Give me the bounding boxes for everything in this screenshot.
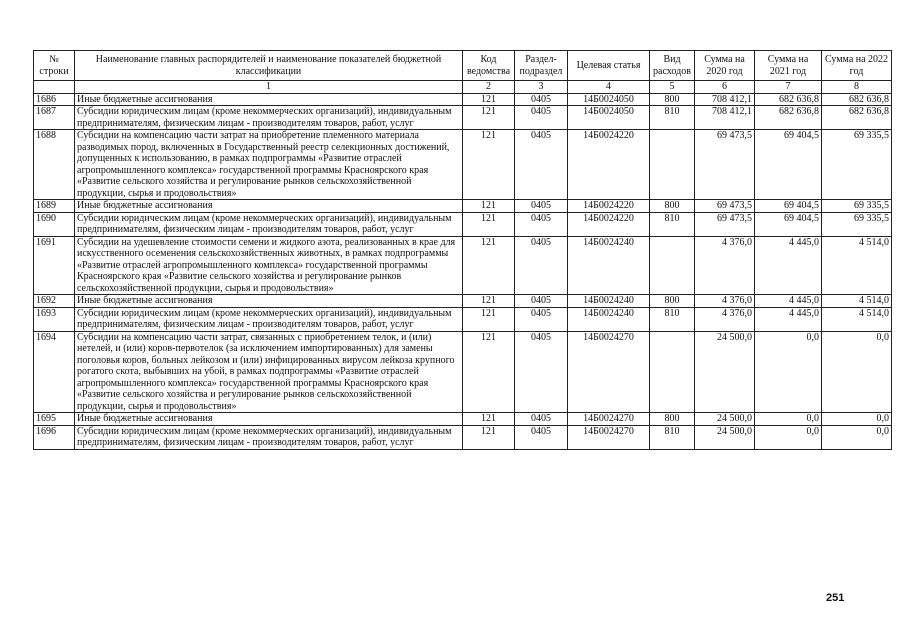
row-section: 0405: [515, 93, 568, 106]
row-name: Иные бюджетные ассигнования: [75, 93, 463, 106]
row-expense-type: 810: [650, 212, 695, 236]
row-target-item: 14Б0024220: [568, 212, 650, 236]
row-name: Субсидии юридическим лицам (кроме некоммерческих организаций), индивидуальным предпринимателям, физическим лицам - производителям товаров, работ, услуг: [75, 212, 463, 236]
col-header-section: Раздел-подраздел: [515, 51, 568, 81]
row-name: Субсидии юридическим лицам (кроме некоммерческих организаций), индивидуальным предпринимателям, физическим лицам - производителям товаров, работ, услуг: [75, 307, 463, 331]
row-department-code: 121: [463, 307, 515, 331]
row-section: 0405: [515, 212, 568, 236]
row-sum-2021: 4 445,0: [755, 236, 822, 295]
row-name: Субсидии юридическим лицам (кроме некоммерческих организаций), индивидуальным предпринимателям, физическим лицам - производителям товаров, работ, услуг: [75, 425, 463, 449]
row-sum-2022: 0,0: [822, 413, 892, 426]
row-expense-type: 800: [650, 413, 695, 426]
row-expense-type: 800: [650, 93, 695, 106]
column-number: [34, 81, 75, 94]
row-sum-2021: 69 404,5: [755, 212, 822, 236]
table-body: [34, 93, 892, 449]
row-sum-2022: 0,0: [822, 425, 892, 449]
column-number: 1: [75, 81, 463, 94]
table-row: [34, 295, 892, 308]
row-sum-2020: 708 412,1: [695, 93, 755, 106]
column-number: 6: [695, 81, 755, 94]
row-sum-2020: 4 376,0: [695, 295, 755, 308]
row-section: 0405: [515, 331, 568, 413]
table-row: [34, 212, 892, 236]
row-name: Субсидии на компенсацию части затрат, связанных с приобретением телок, и (или) нетелей, и (или) коров-первотелок (за исключением импортированных) для замены поголовья коров, больных лейкозом и (или) инфицированных вирусом лейкоза крупного рогатого скота, выбывших на убой, в рамках подпрограммы «Развитие отраслей агропромышленного комплекса» государственной программы Красноярского края «Развитие сельского хозяйства и регулирование рынков сельскохозяйственной продукции, сырья и продовольствия»: [75, 331, 463, 413]
row-sum-2021: 0,0: [755, 331, 822, 413]
row-sum-2021: 682 636,8: [755, 93, 822, 106]
row-sum-2021: 69 404,5: [755, 130, 822, 200]
row-section: 0405: [515, 236, 568, 295]
row-section: 0405: [515, 106, 568, 130]
table-row: [34, 331, 892, 413]
row-target-item: 14Б0024270: [568, 425, 650, 449]
table-row: [34, 236, 892, 295]
row-target-item: 14Б0024050: [568, 93, 650, 106]
col-header-sum-2022: Сумма на 2022 год: [822, 51, 892, 81]
col-header-row-number: № строки: [34, 51, 75, 81]
row-department-code: 121: [463, 212, 515, 236]
row-sum-2022: 69 335,5: [822, 200, 892, 213]
col-header-department-code: Код ведомства: [463, 51, 515, 81]
table-row: [34, 106, 892, 130]
row-expense-type: 800: [650, 295, 695, 308]
row-department-code: 121: [463, 413, 515, 426]
row-number: 1691: [34, 236, 75, 295]
column-number: 5: [650, 81, 695, 94]
page-number: 251: [826, 592, 845, 604]
row-sum-2020: 24 500,0: [695, 425, 755, 449]
col-header-name: Наименование главных распорядителей и наименование показателей бюджетной классификации: [75, 51, 463, 81]
row-expense-type: 800: [650, 200, 695, 213]
row-department-code: 121: [463, 93, 515, 106]
row-expense-type: [650, 236, 695, 295]
row-number: 1690: [34, 212, 75, 236]
row-number: 1692: [34, 295, 75, 308]
row-sum-2021: 0,0: [755, 413, 822, 426]
row-name: Субсидии на компенсацию части затрат на приобретение племенного материала разводимых пород, включенных в Государственный реестр селекционных достижений, допущенных к использованию, в рамках подпрограммы «Развитие отраслей агропромышленного комплекса» государственной программы Красноярского края «Развитие сельского хозяйства и регулирование рынков сельскохозяйственной продукции, сырья и продовольствия»: [75, 130, 463, 200]
column-number: 4: [568, 81, 650, 94]
row-sum-2020: 69 473,5: [695, 212, 755, 236]
row-name: Иные бюджетные ассигнования: [75, 295, 463, 308]
table-row: [34, 130, 892, 200]
row-section: 0405: [515, 130, 568, 200]
row-expense-type: [650, 331, 695, 413]
header-row: [34, 51, 892, 81]
row-sum-2022: 4 514,0: [822, 295, 892, 308]
row-department-code: 121: [463, 236, 515, 295]
row-expense-type: 810: [650, 307, 695, 331]
row-sum-2020: 4 376,0: [695, 236, 755, 295]
row-department-code: 121: [463, 130, 515, 200]
row-department-code: 121: [463, 295, 515, 308]
row-sum-2022: 682 636,8: [822, 93, 892, 106]
row-sum-2020: 4 376,0: [695, 307, 755, 331]
row-expense-type: [650, 130, 695, 200]
row-number: 1686: [34, 93, 75, 106]
row-sum-2022: 69 335,5: [822, 130, 892, 200]
row-expense-type: 810: [650, 106, 695, 130]
row-name: Иные бюджетные ассигнования: [75, 200, 463, 213]
row-number: 1694: [34, 331, 75, 413]
row-target-item: 14Б0024220: [568, 200, 650, 213]
table-row: [34, 425, 892, 449]
row-section: 0405: [515, 413, 568, 426]
table-row: [34, 93, 892, 106]
row-sum-2022: 4 514,0: [822, 236, 892, 295]
table-row: [34, 413, 892, 426]
row-target-item: 14Б0024270: [568, 413, 650, 426]
row-number: 1688: [34, 130, 75, 200]
row-number: 1696: [34, 425, 75, 449]
row-department-code: 121: [463, 331, 515, 413]
row-sum-2020: 69 473,5: [695, 130, 755, 200]
row-sum-2021: 682 636,8: [755, 106, 822, 130]
row-section: 0405: [515, 200, 568, 213]
row-name: Субсидии на удешевление стоимости семени и жидкого азота, реализованных в крае для искусственного осеменения сельскохозяйственных животных, в рамках подпрограммы «Развитие отраслей агропромышленного комплекса» государственной программы Красноярского края «Развитие сельского хозяйства и регулирование рынков сельскохозяйственной продукции, сырья и продовольствия»: [75, 236, 463, 295]
row-expense-type: 810: [650, 425, 695, 449]
row-target-item: 14Б0024050: [568, 106, 650, 130]
row-number: 1695: [34, 413, 75, 426]
row-department-code: 121: [463, 200, 515, 213]
row-section: 0405: [515, 295, 568, 308]
row-section: 0405: [515, 307, 568, 331]
col-header-expense-type: Вид расходов: [650, 51, 695, 81]
row-number: 1687: [34, 106, 75, 130]
row-number: 1693: [34, 307, 75, 331]
table-row: [34, 307, 892, 331]
budget-table: [33, 50, 892, 450]
row-department-code: 121: [463, 425, 515, 449]
row-sum-2021: 4 445,0: [755, 307, 822, 331]
row-sum-2020: 24 500,0: [695, 413, 755, 426]
row-sum-2022: 682 636,8: [822, 106, 892, 130]
row-sum-2022: 4 514,0: [822, 307, 892, 331]
row-name: Субсидии юридическим лицам (кроме некоммерческих организаций), индивидуальным предпринимателям, физическим лицам - производителям товаров, работ, услуг: [75, 106, 463, 130]
row-sum-2022: 69 335,5: [822, 212, 892, 236]
row-target-item: 14Б0024220: [568, 130, 650, 200]
row-name: Иные бюджетные ассигнования: [75, 413, 463, 426]
row-target-item: 14Б0024270: [568, 331, 650, 413]
column-number: 2: [463, 81, 515, 94]
row-target-item: 14Б0024240: [568, 307, 650, 331]
column-number: 3: [515, 81, 568, 94]
col-header-sum-2021: Сумма на 2021 год: [755, 51, 822, 81]
row-sum-2020: 24 500,0: [695, 331, 755, 413]
table-row: [34, 200, 892, 213]
row-sum-2022: 0,0: [822, 331, 892, 413]
column-number-row: [34, 81, 892, 94]
row-sum-2020: 708 412,1: [695, 106, 755, 130]
column-number: 8: [822, 81, 892, 94]
row-number: 1689: [34, 200, 75, 213]
col-header-sum-2020: Сумма на 2020 год: [695, 51, 755, 81]
row-target-item: 14Б0024240: [568, 236, 650, 295]
col-header-target-item: Целевая статья: [568, 51, 650, 81]
row-section: 0405: [515, 425, 568, 449]
row-department-code: 121: [463, 106, 515, 130]
row-sum-2021: 4 445,0: [755, 295, 822, 308]
column-number: 7: [755, 81, 822, 94]
row-sum-2021: 0,0: [755, 425, 822, 449]
row-sum-2021: 69 404,5: [755, 200, 822, 213]
row-sum-2020: 69 473,5: [695, 200, 755, 213]
row-target-item: 14Б0024240: [568, 295, 650, 308]
